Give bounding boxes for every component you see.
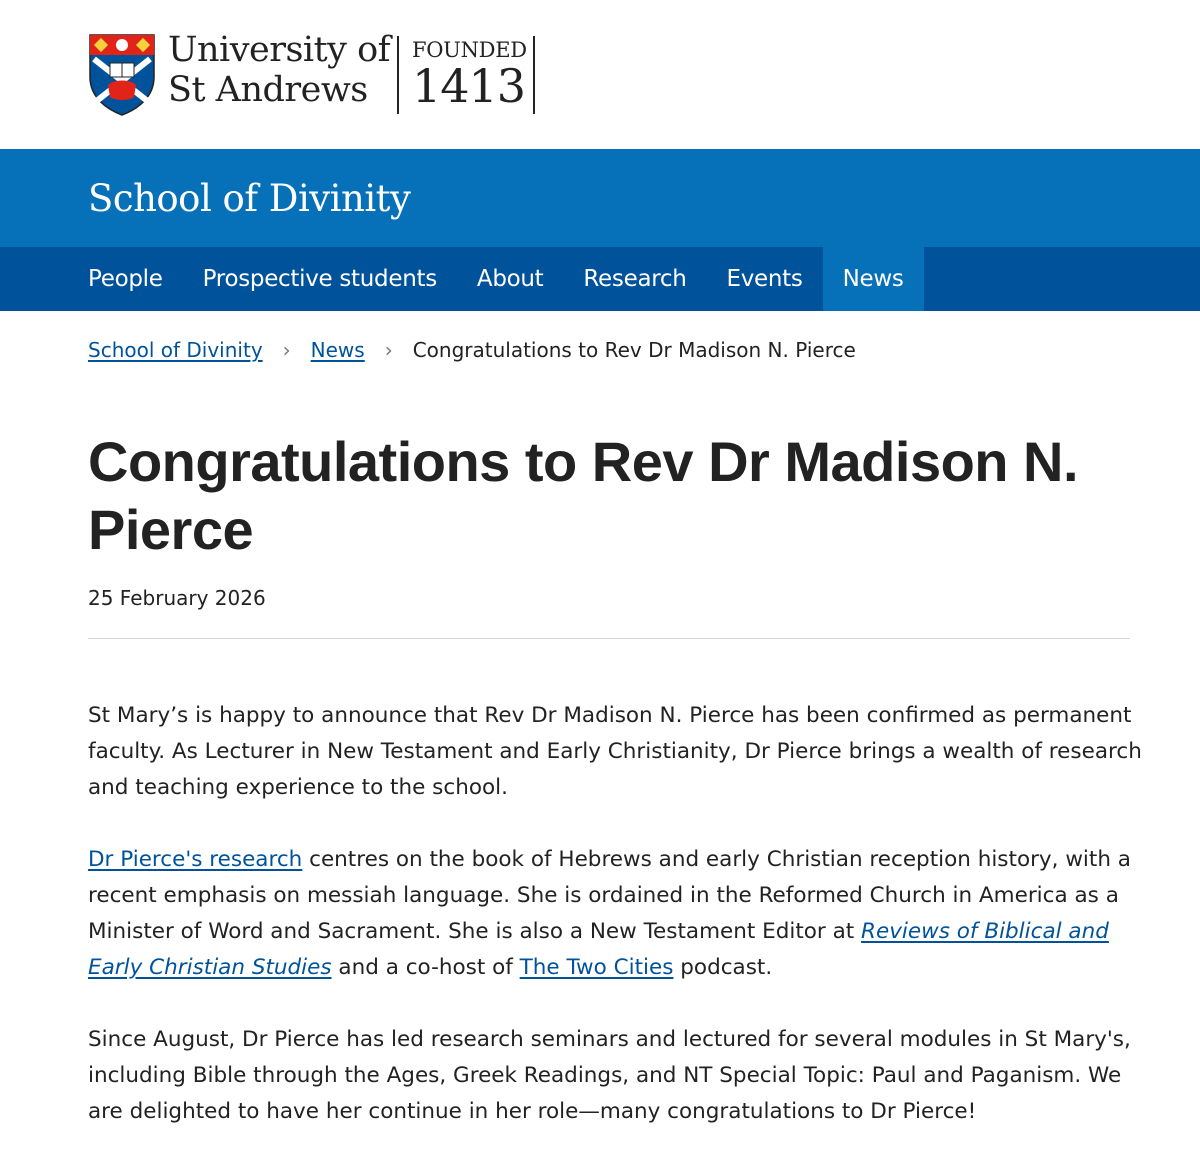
- podcast-link[interactable]: The Two Cities: [519, 955, 674, 980]
- journal-link[interactable]: Reviews of Biblical and Early Christian Studies: [88, 919, 1109, 980]
- university-line1: University of: [168, 30, 391, 70]
- school-title[interactable]: School of Divinity: [88, 176, 411, 220]
- article-body: [88, 698, 1148, 1166]
- article-date: 25 February 2026: [88, 586, 266, 610]
- founded-label: FOUNDED: [412, 38, 527, 62]
- university-crest-icon[interactable]: [88, 33, 156, 117]
- chevron-right-icon: ›: [384, 338, 393, 362]
- nav-item-about[interactable]: About: [476, 266, 544, 292]
- paragraph-3: Since August, Dr Pierce has led research seminars and lectured for several modules in St Mary's, including Bible through the Ages, Greek Readings, and NT Special Topic: Paul and Paganism. We are delighted to have her continue in her role—many congratulations to Dr Pierce!: [88, 1027, 1131, 1124]
- research-link[interactable]: Dr Pierce's research: [88, 847, 303, 872]
- chevron-right-icon: ›: [282, 338, 291, 362]
- paragraph-2-text-1: centres on the book of Hebrews and early Christian reception history, with a recent emphasis on messiah language. She is ordained in the Reformed Church in America as a Minister of Word and Sacrament. She is also a New Testament Editor at: [88, 847, 1131, 944]
- breadcrumb-link-school[interactable]: School of Divinity: [88, 338, 263, 362]
- paragraph-2: [88, 842, 1148, 986]
- page-title: Congratulations to Rev Dr Madison N. Pierce: [88, 430, 1079, 561]
- breadcrumb: [88, 338, 856, 362]
- logo-divider-end: [533, 36, 535, 114]
- main-nav: [0, 247, 1200, 311]
- nav-item-prospective-students[interactable]: Prospective students: [202, 266, 437, 292]
- founded-block: [412, 38, 527, 113]
- logo-bar: [0, 0, 1200, 149]
- university-name[interactable]: [168, 30, 390, 110]
- paragraph-1: St Mary’s is happy to announce that Rev Dr Madison N. Pierce has been confirmed as permanent faculty. As Lecturer in New Testament and Early Christianity, Dr Pierce brings a wealth of research and teaching experience to the school.: [88, 703, 1142, 800]
- breadcrumb-link-news[interactable]: News: [310, 338, 365, 362]
- nav-item-people[interactable]: People: [88, 266, 163, 292]
- logo-divider: [397, 36, 399, 114]
- paragraph-2-text-2: and a co-host of: [331, 955, 520, 980]
- founded-year: 1413: [412, 59, 526, 113]
- university-line2: St Andrews: [168, 70, 368, 110]
- divider: [88, 638, 1130, 639]
- school-bar: [0, 149, 1200, 247]
- paragraph-2-text-3: podcast.: [673, 955, 773, 980]
- breadcrumb-current: Congratulations to Rev Dr Madison N. Pierce: [412, 338, 856, 362]
- nav-item-research[interactable]: Research: [583, 266, 687, 292]
- nav-item-news[interactable]: News: [823, 247, 924, 311]
- nav-item-events[interactable]: Events: [726, 266, 803, 292]
